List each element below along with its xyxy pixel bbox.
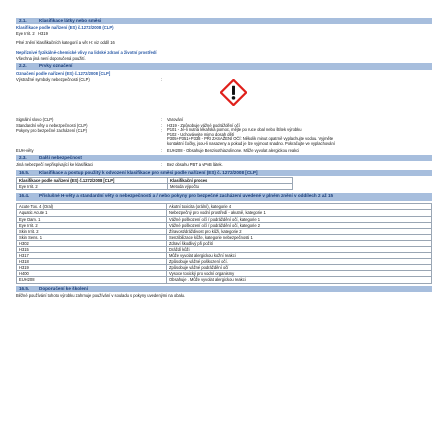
section-16-4-header xyxy=(16,193,432,201)
table-row xyxy=(17,184,293,190)
code-cell: H302 xyxy=(17,240,167,246)
code-cell: H317 xyxy=(17,253,167,259)
code-cell: Eye Dam. 1 xyxy=(17,216,167,222)
ghs07-exclamation-icon xyxy=(220,79,247,106)
other-hazards-row: Jiná nebezpečí nepřispívající ke klasifikaci : Bez obsahu PBT a vPvB látek. xyxy=(16,162,432,167)
description-cell: Dráždí kůži xyxy=(167,247,432,253)
p102-text: P102 - Uchovávejte mimo dosah dětí xyxy=(167,131,235,137)
description-cell: Může vyvolat alergickou kožní reakci xyxy=(167,253,432,259)
code-cell: Acute Tox. 4 (Oral) xyxy=(17,204,167,210)
description-cell: Vysoce toxický pro vodní organismy xyxy=(167,271,432,277)
h-statements-table xyxy=(16,203,432,283)
table-row xyxy=(17,277,432,283)
labelling-subheading: Označení podle nařízení (ES) č.1272/2008 [CLP] xyxy=(16,71,111,77)
training-advice-text: Běžné používání tohoto výrobku zahrnuje používání v souladu s pokyny uvedenými na obalu. xyxy=(16,292,186,298)
classification-line: Eye Irrit. 2 H319 xyxy=(16,31,48,37)
hazard-pictogram-row: Výstražné symboly nebezpečnosti (CLP) : xyxy=(16,77,432,117)
section-number: 16.5. xyxy=(19,285,30,291)
description-cell: Zdraví škodlivý při požití xyxy=(167,240,432,246)
section-number: 2.2. xyxy=(19,63,27,69)
column-header: Klasifikace podle nařízení (ES) č.1272/2008 [CLP] xyxy=(17,178,168,184)
precautionary-values xyxy=(167,128,432,146)
column-header: Klasifikační proces xyxy=(168,178,293,184)
p101-text: P101 - Je-li nutná lékařská pomoc, mějte po ruce obal nebo štítek výrobku xyxy=(167,126,302,132)
description-cell: Způsobuje vážné podráždění očí xyxy=(167,265,432,271)
section-title: Klasifikace látky nebo směsi xyxy=(39,17,102,23)
code-cell: Skin Sens. 1 xyxy=(17,234,167,240)
code-cell: EUH208 xyxy=(17,277,167,283)
section-title: Další nebezpečnost xyxy=(39,154,82,160)
other-hazards-label: Jiná nebezpečí nepřispívající ke klasifikaci xyxy=(16,162,93,167)
precautionary-statements-row: Pokyny pro bezpečné zacházení (CLP) : P101 - Je-li nutná lékařská pomoc, mějte po ruce obal nebo štítek výrobku P102 - Uchovávejte mimo dosah dětí P305+P351+P338 - PŘI ZASAŽENÍ OČÍ: Několik minut opatrně vyplachujte vodou. Vyjměte kontaktní čočky, jsou-li nasazeny a pokud je lze vyjmout snadno. Pokračujte ve vyplachování xyxy=(16,128,432,146)
classification-procedure-table xyxy=(16,177,293,190)
section-title: Klasifikace a postup použitý k odvození klasifikace pro směsi podle nařízení (ES) č. 1272/2008 [CLP] xyxy=(39,169,258,175)
description-cell: Akutní toxicita (orální), kategorie 4 xyxy=(167,204,432,210)
section-number: 2.3. xyxy=(19,154,27,160)
section-number: 16.5. xyxy=(19,169,30,175)
code-cell: H318 xyxy=(17,259,167,265)
p305-continued-text: kontaktní čočky, jsou-li nasazeny a pokud je lze vyjmout snadno. Pokračujte ve vyplachování xyxy=(167,140,335,146)
table-cell: Eye Irrit. 2 xyxy=(17,184,168,190)
sds-document xyxy=(16,16,432,299)
section-title: Doporučení ke školení xyxy=(39,285,89,291)
hazard-statements-row: Standardní věty o nebezpečnosti (CLP) : H319 - Způsobuje vážné podráždění očí xyxy=(16,123,432,128)
description-cell: Vážné poškození očí / podráždění očí, kategorie 1 xyxy=(167,216,432,222)
euh-value: EUH208 - Obsahuje Benzisothiazolinone. Může vyvolat alergickou reakci xyxy=(167,147,300,153)
code-cell: H319 xyxy=(17,265,167,271)
section-number: 2.1. xyxy=(19,17,27,23)
code-cell: Eye Irrit. 2 xyxy=(17,222,167,228)
hazard-statements-value: H319 - Způsobuje vážné podráždění očí xyxy=(167,122,240,128)
clp-classification-subheading: Klasifikace podle nařízení (ES) č.1272/2008 (CLP) xyxy=(16,25,114,31)
adverse-effects-text: Všechna jiná není doporučená použití. xyxy=(16,56,86,62)
section-2-3-header xyxy=(16,155,432,161)
description-cell: Obsahuje . Může vyvolat alergickou reakci xyxy=(167,277,432,283)
code-cell: H400 xyxy=(17,271,167,277)
description-cell: Žíravost/dráždivost pro kůži, kategorie 2 xyxy=(167,228,432,234)
section-title: Příslušné H-věty a standardní věty o nebezpečnosti a / nebo pokyny pro bezpečné zacházení uvedené v plném znění v oddílech 2 až 15 xyxy=(39,193,334,199)
code-cell: Skin Irrit. 2 xyxy=(17,228,167,234)
section-16-5-header xyxy=(16,170,432,176)
section-16-5-training-header xyxy=(16,286,432,292)
signal-word-row: Signální slovo (CLP) : Varování xyxy=(16,117,432,122)
signal-word-label: Signální slovo (CLP) xyxy=(16,117,54,123)
p305-text: P305+P351+P338 - PŘI ZASAŽENÍ OČÍ: Několik minut opatrně vyplachujte vodou. Vyjměte xyxy=(167,136,334,142)
euh-row: EUH-věty : EUH208 - Obsahuje Benzisothiazolinone. Může vyvolat alergickou reakci xyxy=(16,148,432,153)
other-hazards-value: Bez obsahu PBT a vPvB látek. xyxy=(167,162,223,167)
pictogram-label: Výstražné symboly nebezpečnosti (CLP) xyxy=(16,77,90,83)
code-cell: H315 xyxy=(17,247,167,253)
hazard-statements-label: Standardní věty o nebezpečnosti (CLP) xyxy=(16,122,88,128)
description-cell: Nebezpečný pro vodní prostředí - akutně, kategorie 1 xyxy=(167,210,432,216)
section-number: 16.4. xyxy=(19,193,30,199)
adverse-effects-subheading: Nepříznivé fyzikálně-chemické vlivy na lidské zdraví a životní prostředí xyxy=(16,50,157,56)
table-cell: Metoda výpočtu xyxy=(168,184,293,190)
precautionary-label: Pokyny pro bezpečné zacházení (CLP) xyxy=(16,127,87,133)
code-cell: Aquatic Acute 1 xyxy=(17,210,167,216)
euh-label: EUH-věty xyxy=(16,147,34,153)
section-title: Prvky označení xyxy=(39,63,73,69)
section-2-2-header xyxy=(16,63,432,69)
description-cell: Způsobuje vážné poškození očí. xyxy=(167,259,432,265)
full-text-note: Plné znění klasifikačních kategorií a vět H: viz oddíl 16 xyxy=(16,40,115,46)
description-cell: Vážné poškození očí / podráždění očí, kategorie 2 xyxy=(167,222,432,228)
description-cell: Senzibilizace kůže, kategorie nebezpečnosti 1 xyxy=(167,234,432,240)
section-2-1-header xyxy=(16,18,432,24)
signal-word-value: Varování xyxy=(167,117,184,123)
